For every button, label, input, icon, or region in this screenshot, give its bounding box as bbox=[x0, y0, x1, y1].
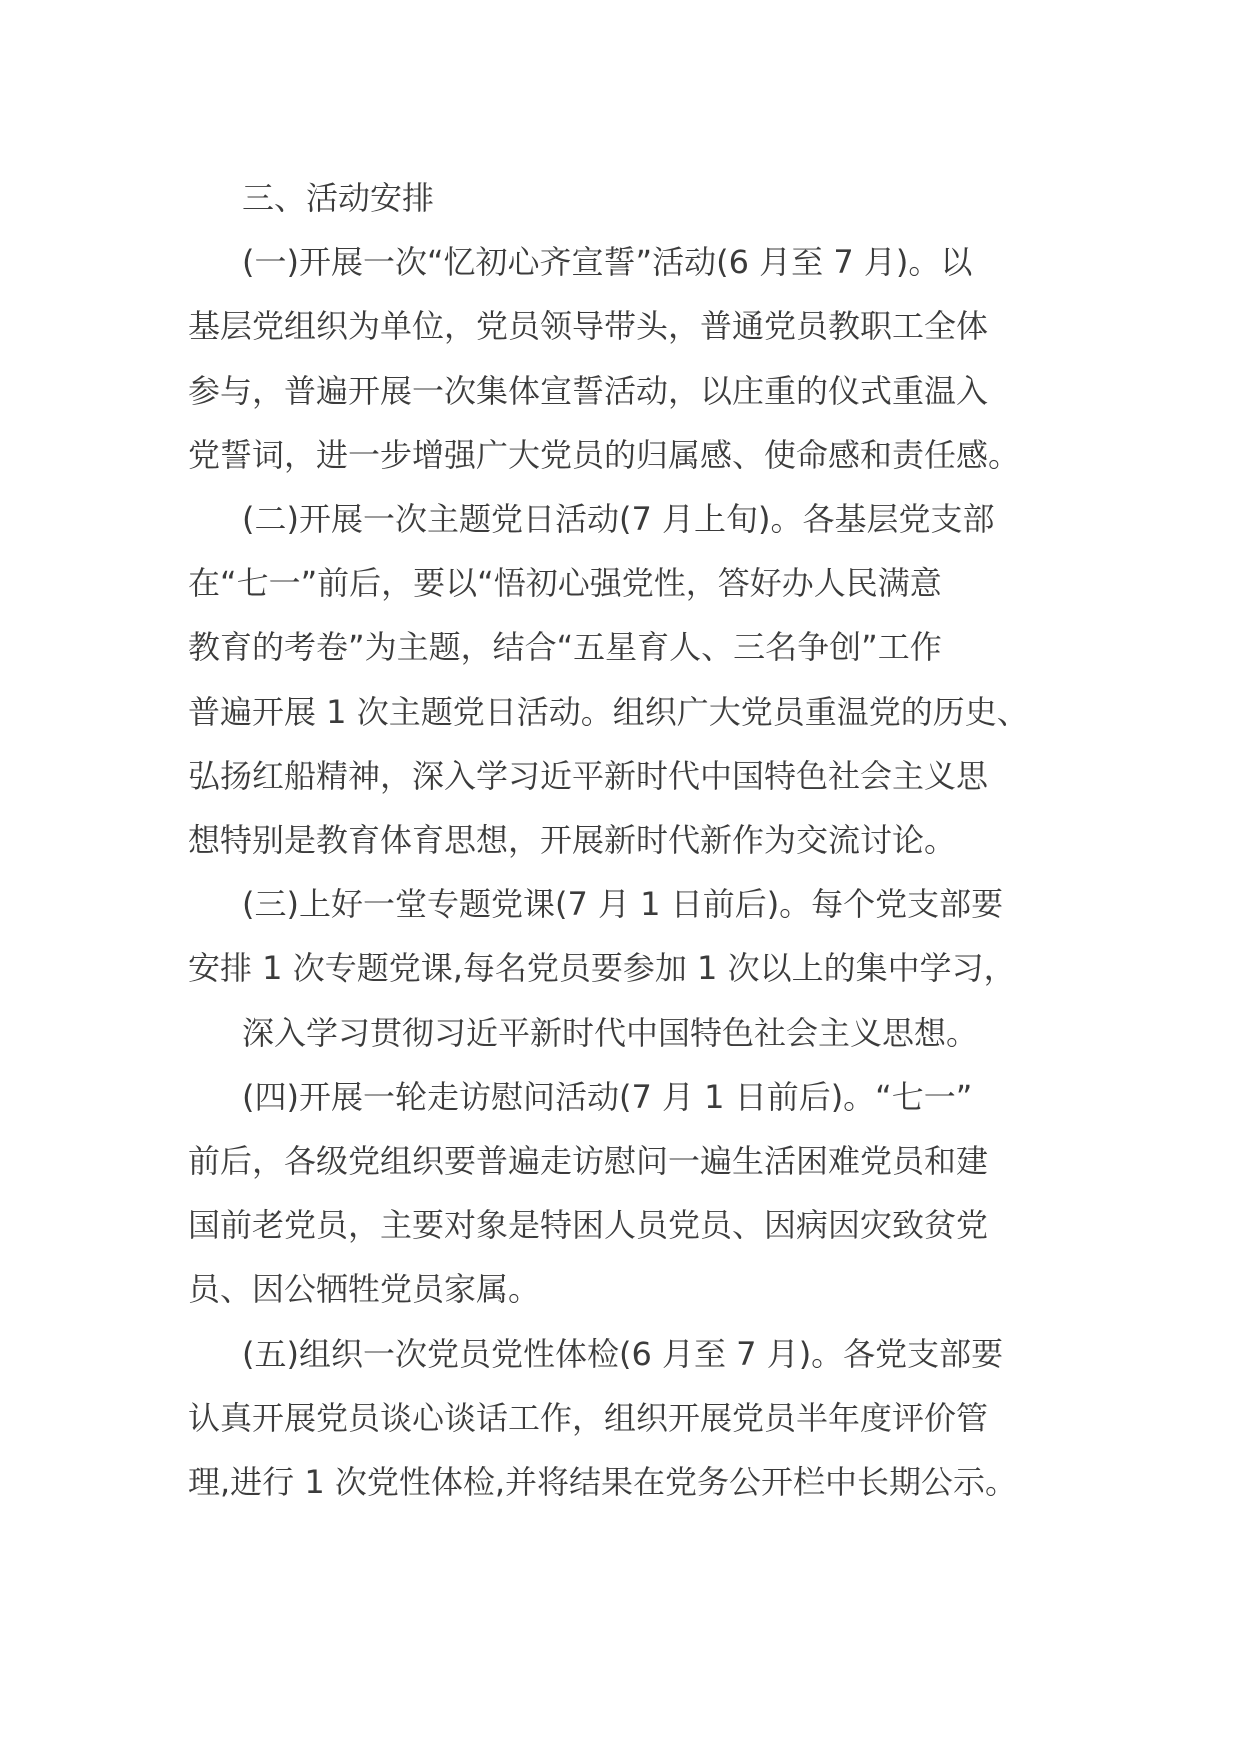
paragraph-line: (三)上好一堂专题党课(7 月 1 日前后)。每个党支部要 bbox=[242, 885, 1004, 924]
paragraph-line: 深入学习贯彻习近平新时代中国特色社会主义思想。 bbox=[242, 1013, 979, 1052]
paragraph-line: 想特别是教育体育思想，开展新时代新作为交流讨论。 bbox=[188, 821, 957, 860]
paragraph-line: (五)组织一次党员党性体检(6 月至 7 月)。各党支部要 bbox=[242, 1334, 1004, 1373]
paragraph-line: (二)开展一次主题党日活动(7 月上旬)。各基层党支部 bbox=[242, 500, 995, 539]
paragraph-line: 党誓词，进一步增强广大党员的归属感、使命感和责任感。 bbox=[188, 435, 1021, 474]
paragraph-line: (四)开展一轮走访慰问活动(7 月 1 日前后)。“七一” bbox=[242, 1077, 973, 1116]
paragraph-line: 基层党组织为单位，党员领导带头，普通党员教职工全体 bbox=[188, 307, 989, 346]
paragraph-line: 理,进行 1 次党性体检,并将结果在党务公开栏中长期公示。 bbox=[188, 1463, 1018, 1502]
paragraph-line: 普遍开展 1 次主题党日活动。组织广大党员重温党的历史、 bbox=[188, 692, 1029, 731]
document-body bbox=[188, 166, 1056, 1514]
paragraph-line: 教育的考卷”为主题，结合“五星育人、三名争创”工作 bbox=[188, 628, 942, 667]
paragraph-line: 参与，普遍开展一次集体宣誓活动，以庄重的仪式重温入 bbox=[188, 371, 989, 410]
paragraph-line: 弘扬红船精神，深入学习近平新时代中国特色社会主义思 bbox=[188, 756, 989, 795]
paragraph-line: 员、因公牺牲党员家属。 bbox=[188, 1270, 541, 1309]
paragraph-2 bbox=[188, 487, 1056, 872]
paragraph-line: 国前老党员，主要对象是特困人员党员、因病因灾致贫党 bbox=[188, 1206, 989, 1245]
paragraph-line: 在“七一”前后，要以“悟初心强党性，答好办人民满意 bbox=[188, 564, 942, 603]
paragraph-5 bbox=[188, 1065, 1056, 1322]
paragraph-4 bbox=[188, 1001, 1056, 1065]
paragraph-3 bbox=[188, 872, 1056, 1000]
paragraph-line: (一)开展一次“忆初心齐宣誓”活动(6 月至 7 月)。以 bbox=[242, 243, 973, 282]
paragraph-6 bbox=[188, 1322, 1056, 1515]
paragraph-line: 认真开展党员谈心谈话工作，组织开展党员半年度评价管 bbox=[188, 1398, 989, 1437]
paragraph-line: 安排 1 次专题党课,每名党员要参加 1 次以上的集中学习， bbox=[188, 949, 1016, 988]
paragraph-line: 前后，各级党组织要普遍走访慰问一遍生活困难党员和建 bbox=[188, 1142, 989, 1181]
section-heading bbox=[188, 166, 1056, 230]
paragraph-1 bbox=[188, 230, 1056, 487]
section-heading-text: 三、活动安排 bbox=[242, 179, 435, 217]
